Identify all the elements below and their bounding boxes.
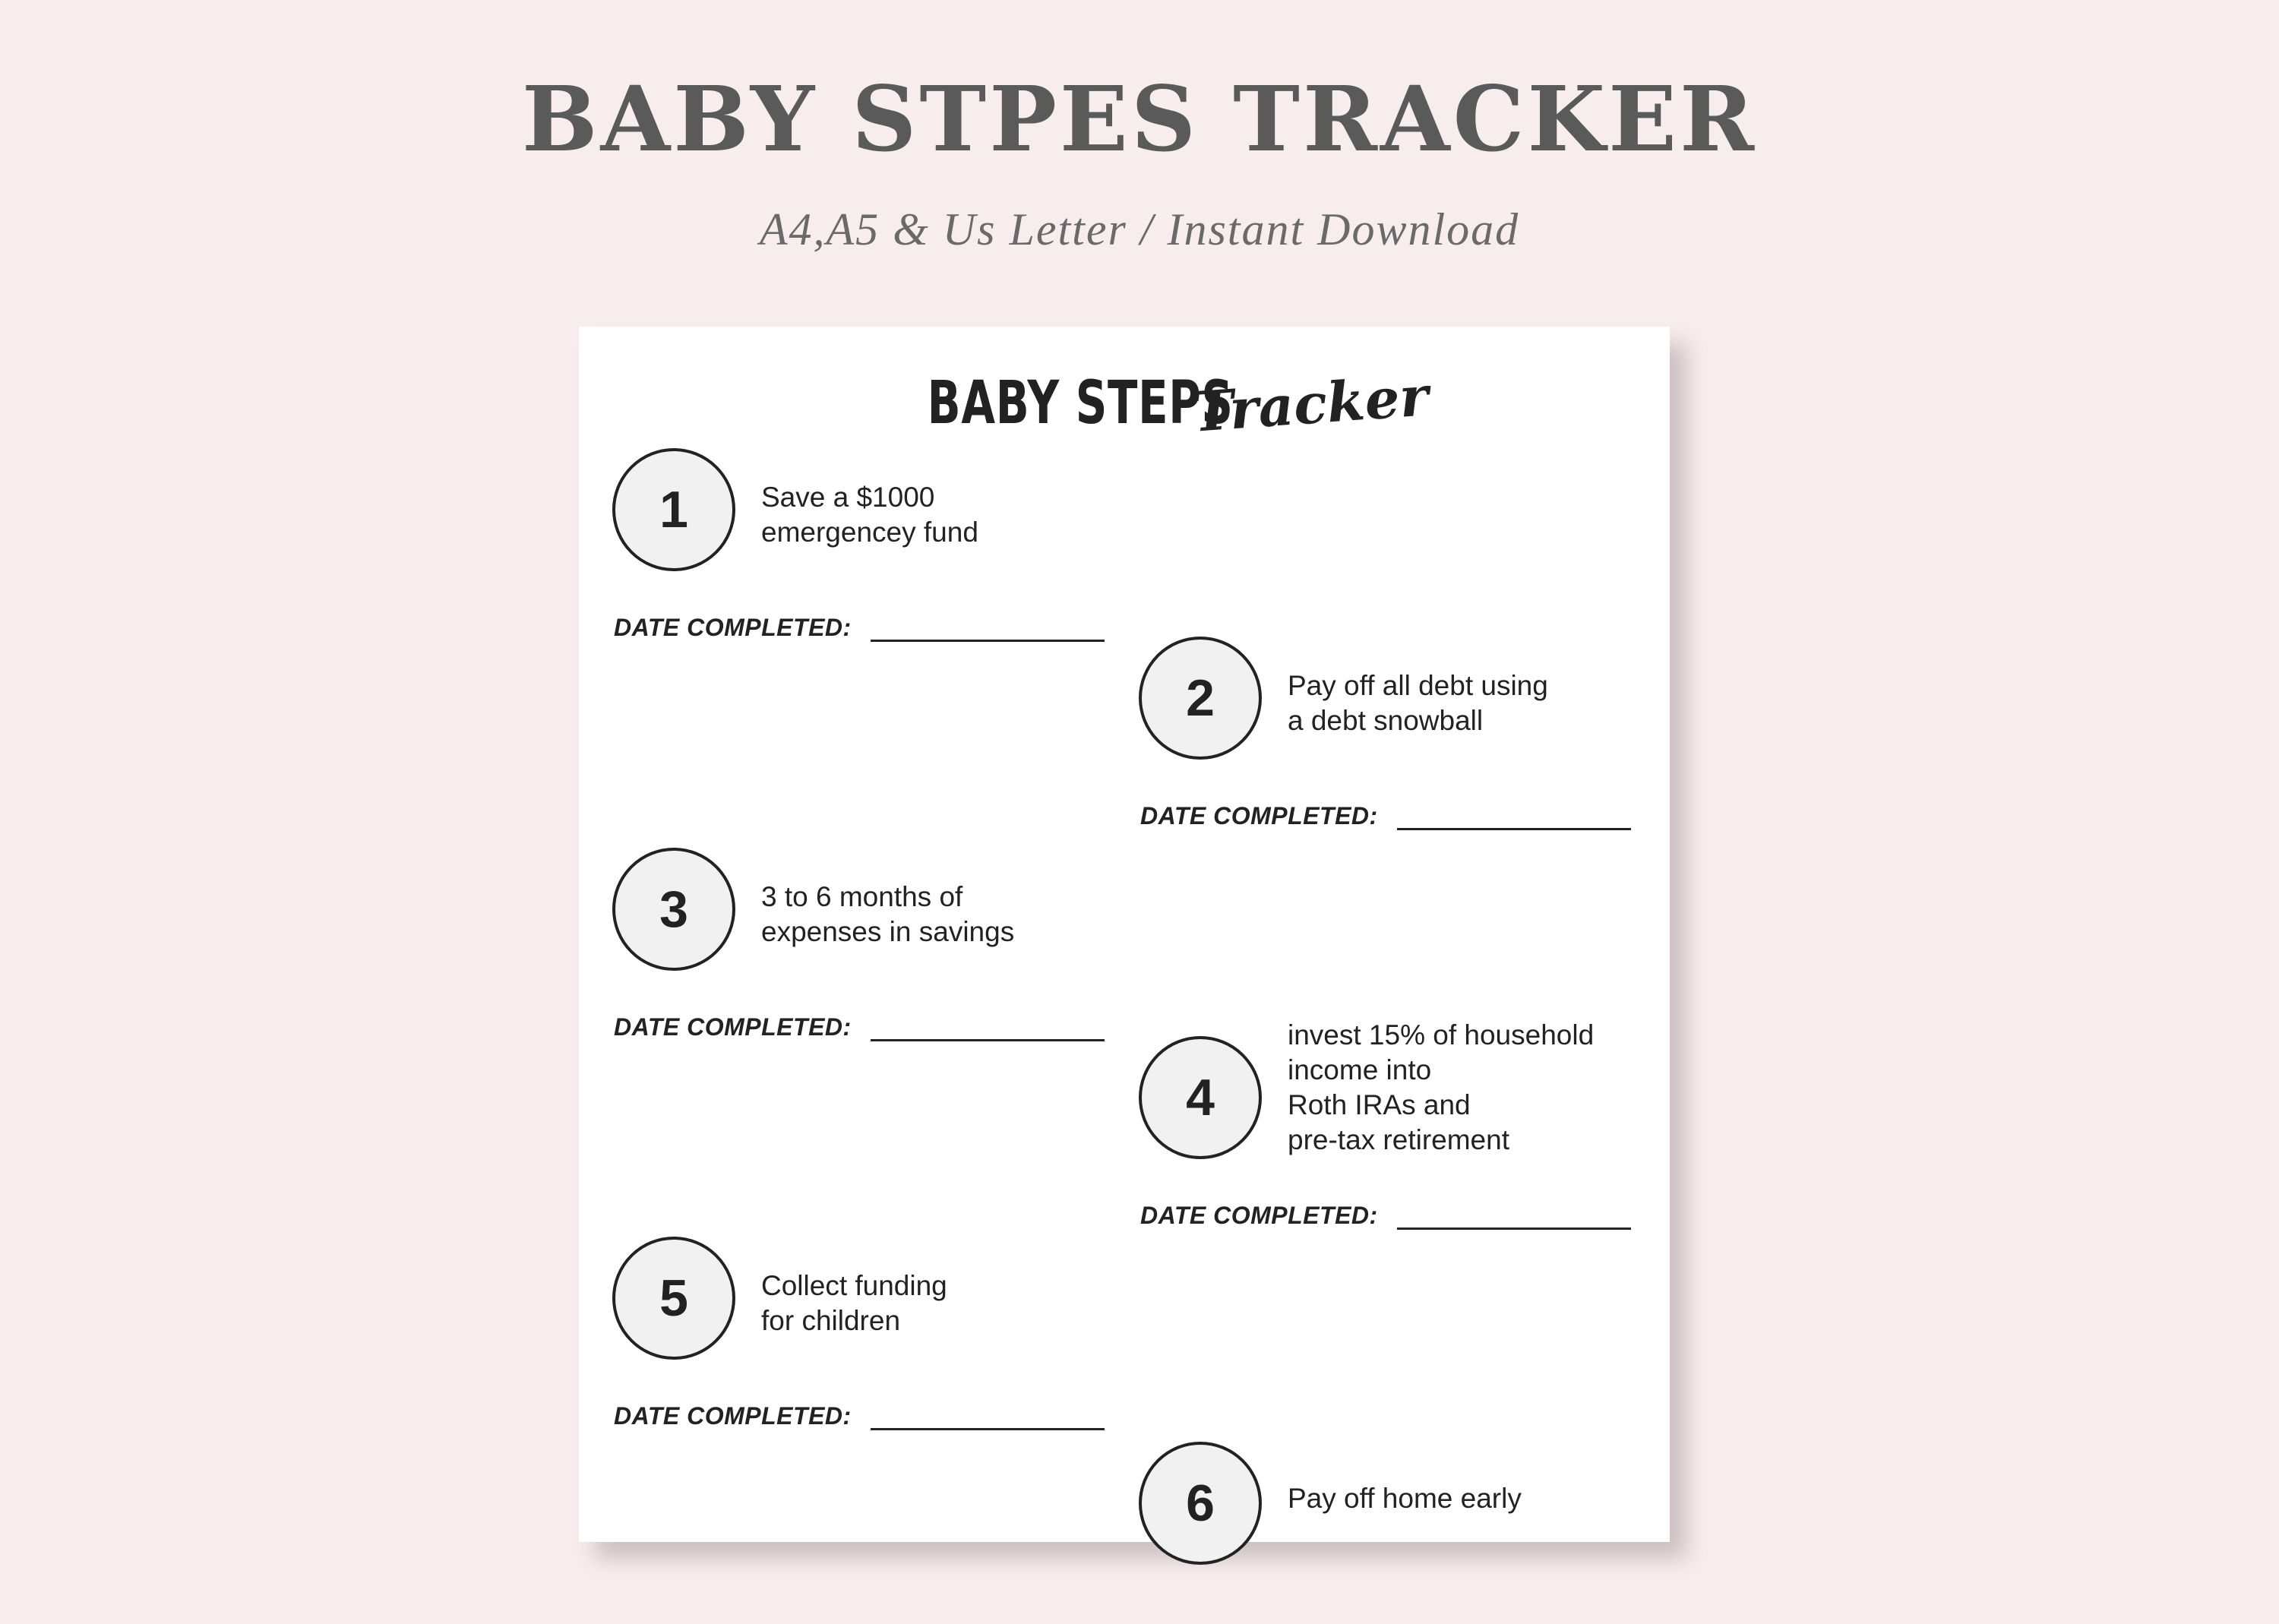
step-description: invest 15% of household income into Roth IRAs and pre-tax retirement bbox=[1288, 1019, 1595, 1155]
step-number-circle bbox=[1139, 1442, 1262, 1565]
date-completed-label: DATE COMPLETED: bbox=[614, 1013, 852, 1041]
date-completed-label: DATE COMPLETED: bbox=[614, 1402, 852, 1430]
date-completed-row bbox=[614, 1402, 1146, 1433]
hero-subtitle: A4,A5 & Us Letter / Instant Download bbox=[759, 204, 1520, 254]
step-description: Pay off home early bbox=[1288, 1483, 1522, 1514]
step-3 bbox=[612, 848, 1144, 1041]
step-4 bbox=[1139, 1019, 1671, 1229]
step-6 bbox=[1139, 1442, 1671, 1624]
step-description: Collect funding for children bbox=[761, 1270, 947, 1336]
sheet-title bbox=[579, 363, 1670, 444]
step-5 bbox=[612, 1237, 1144, 1430]
step-number: 2 bbox=[1186, 669, 1215, 727]
date-completed-row bbox=[1140, 1202, 1672, 1232]
hero-title: BABY STPES TRACKER bbox=[521, 66, 1758, 172]
step-number-circle bbox=[612, 448, 735, 571]
date-completed-line[interactable] bbox=[1397, 1227, 1631, 1230]
sheet-title-main: BABY STEPS bbox=[927, 369, 1234, 438]
step-number: 3 bbox=[659, 880, 688, 938]
date-completed-label: DATE COMPLETED: bbox=[1140, 1202, 1378, 1229]
step-number: 5 bbox=[659, 1269, 688, 1327]
date-completed-line[interactable] bbox=[1397, 828, 1631, 830]
step-description: 3 to 6 months of expenses in savings bbox=[761, 881, 1015, 947]
date-completed-row bbox=[614, 1013, 1146, 1044]
date-completed-row bbox=[1140, 802, 1672, 833]
step-number: 4 bbox=[1186, 1069, 1215, 1126]
step-2 bbox=[1139, 637, 1671, 829]
step-number: 1 bbox=[659, 481, 688, 539]
date-completed-line[interactable] bbox=[871, 1039, 1105, 1041]
step-number-circle bbox=[1139, 637, 1262, 760]
step-number-circle bbox=[612, 1237, 735, 1360]
step-number-circle bbox=[1139, 1036, 1262, 1159]
step-number-circle bbox=[612, 848, 735, 971]
sheet-title-script: Tracker bbox=[1190, 363, 1431, 444]
date-completed-line[interactable] bbox=[871, 640, 1105, 642]
step-description: Pay off all debt using a debt snowball bbox=[1288, 670, 1548, 736]
date-completed-line[interactable] bbox=[871, 1428, 1105, 1430]
date-completed-label: DATE COMPLETED: bbox=[614, 614, 852, 641]
date-completed-label: DATE COMPLETED: bbox=[1140, 802, 1378, 829]
date-completed-row bbox=[614, 614, 1146, 644]
step-number: 6 bbox=[1186, 1474, 1215, 1532]
tracker-sheet bbox=[579, 327, 1670, 1542]
step-description: Save a $1000 emergencey fund bbox=[761, 482, 978, 548]
step-1 bbox=[612, 448, 1144, 641]
